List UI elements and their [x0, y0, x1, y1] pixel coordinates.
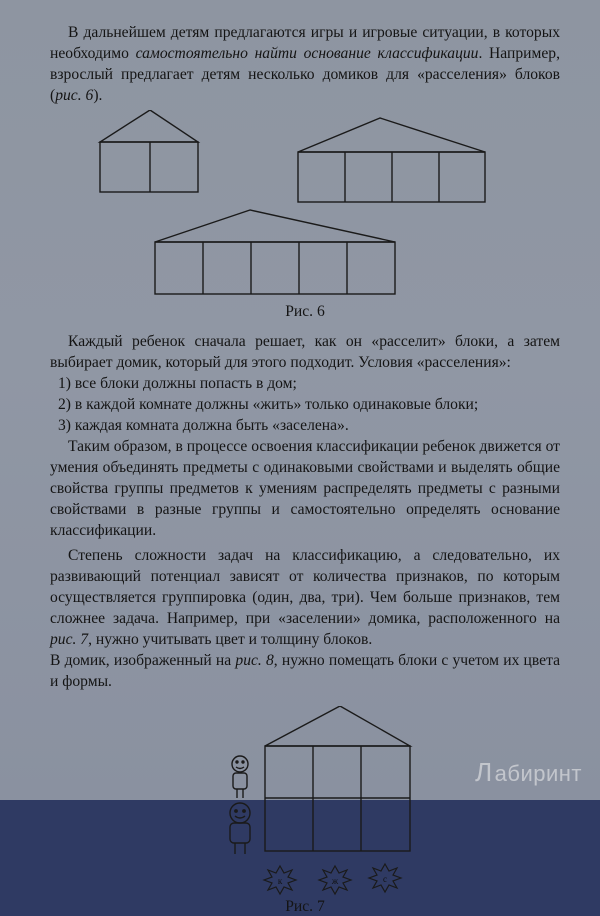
house-three-rooms: [298, 118, 485, 202]
paragraph-intro: В дальнейшем детям предлагаются игры и игровые ситуации, в которых необходимо самостоятельно найти основание классификации. Например, взрослый предлагает детям несколько домиков для «расселения» блоков (рис. 6).: [50, 24, 560, 104]
figure-7-badges: [50, 858, 560, 898]
paragraph-conditions: Каждый ребенок сначала решает, как он «расселит» блоки, а затем выбирает домик, который для этого подходит. Условия «расселения»:: [50, 333, 560, 371]
figure-7-caption: Рис. 7: [285, 898, 325, 915]
emphasis-text: самостоятельно найти основание классификации: [135, 45, 479, 62]
figure-reference: рис. 7: [50, 631, 89, 648]
figure-6-houses: [50, 110, 560, 295]
badge-label: ж: [331, 876, 339, 886]
paragraph-summary: Таким образом, в процессе освоения классификации ребенок движется от умения объединять предметы с одинаковыми свойствами и выделять общие свойства группы предметов к умениям распределять предметы с разными свойствами в разные группы и самостоятельно определять основание классификации.: [50, 438, 560, 539]
house-two-rooms: [100, 110, 198, 192]
badge-label: с: [383, 874, 387, 884]
list-item-1: 1) все блоки должны попасть в дом;: [58, 375, 297, 392]
figure-6-caption: Рис. 6: [285, 303, 325, 320]
paragraph-complexity: Степень сложности задач на классификацию, а следовательно, их развивающий потенциал зависят от количества признаков, по которым осуществляется группировка (один, два, три). Чем больше признаков, тем сложнее задача. Например, при «заселении» домика, расположенного на рис. 7, нужно учитывать цвет и толщину блоков.: [50, 547, 560, 648]
small-person-icon: [232, 756, 248, 798]
figure-reference: рис. 8: [235, 652, 274, 669]
house-six-rooms: [265, 706, 410, 851]
list-item-2: 2) в каждой комнате должны «жить» только одинаковые блоки;: [58, 396, 479, 413]
house-four-rooms: [155, 210, 395, 294]
figure-reference: рис. 6: [55, 87, 94, 104]
paragraph-fig8: В домик, изображенный на рис. 8, нужно помещать блоки с учетом их цвета и формы.: [50, 652, 561, 690]
large-person-icon: [230, 803, 250, 854]
labyrinth-logo-icon: Л: [475, 757, 493, 787]
list-item-3: 3) каждая комната должна быть «заселена».: [58, 417, 349, 434]
watermark-logo: Лабиринт: [475, 757, 582, 787]
badge-label: к: [277, 876, 283, 886]
